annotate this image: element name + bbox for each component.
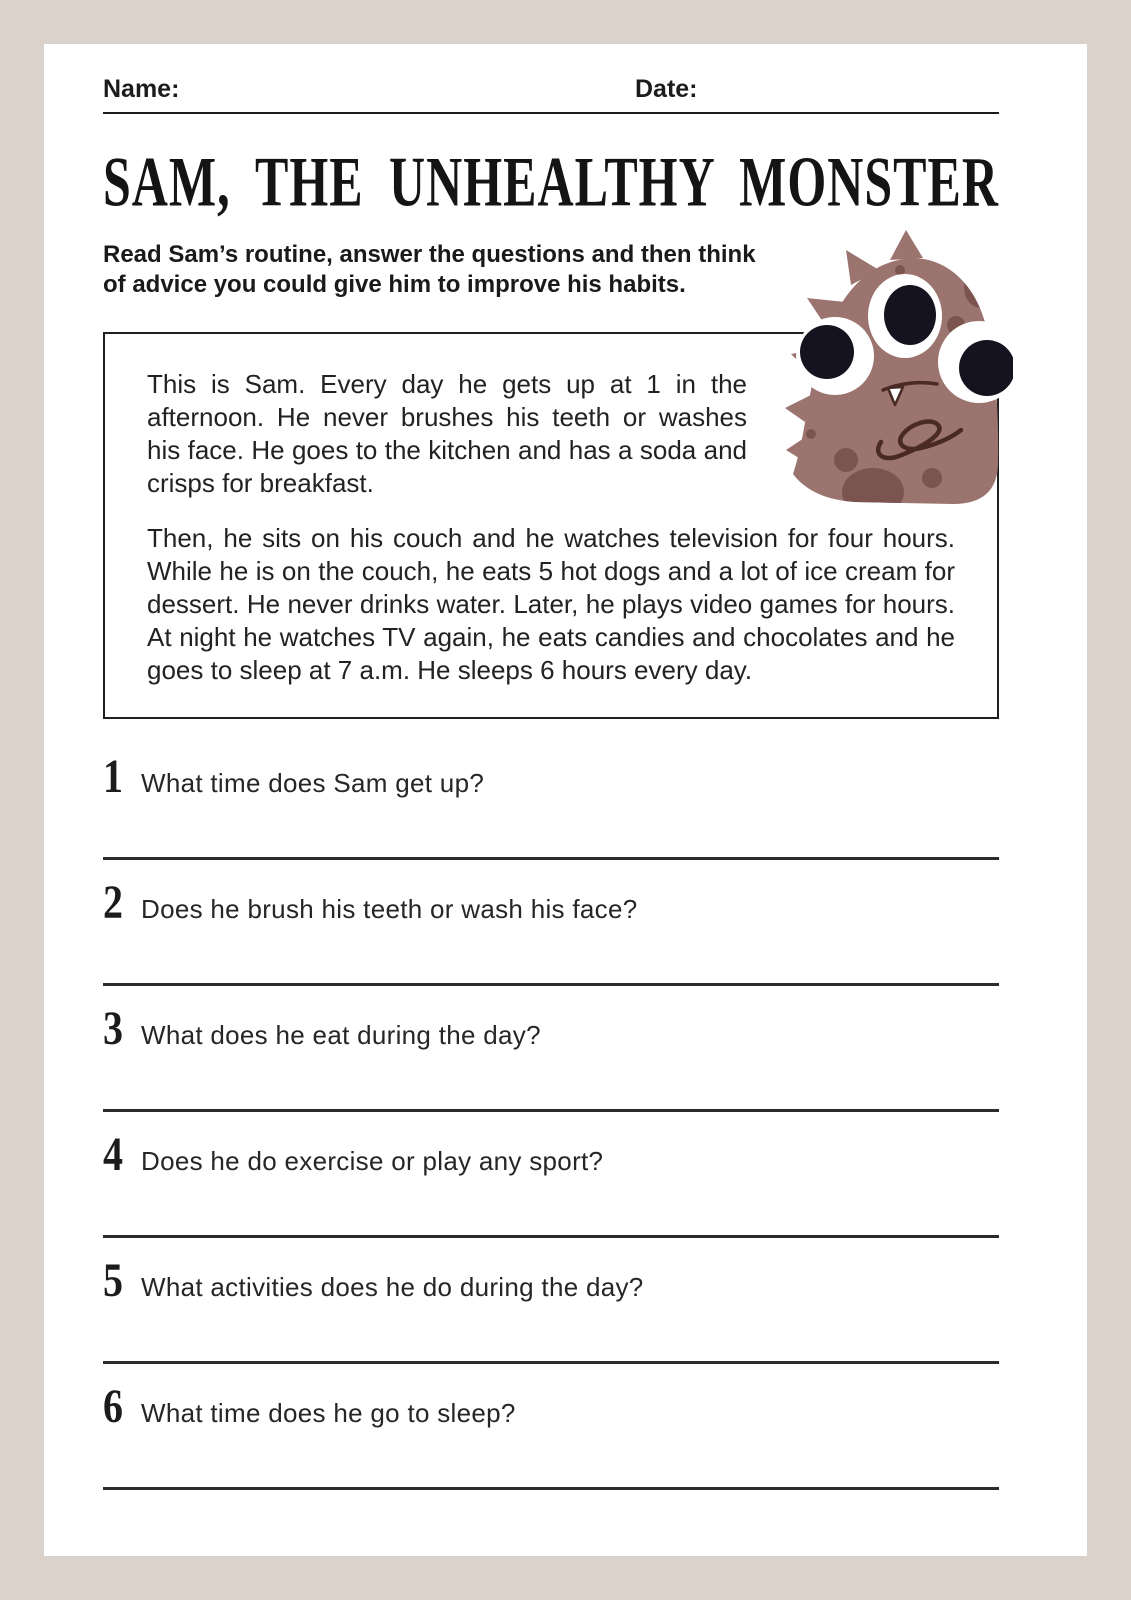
question-text: What time does Sam get up? xyxy=(141,768,485,798)
answer-line-3[interactable] xyxy=(103,1109,999,1112)
answer-line-1[interactable] xyxy=(103,857,999,860)
passage-paragraph-2: Then, he sits on his couch and he watches television for four hours. While he is on the couch, he eats 5 hot dogs and a lot of ice cream for dessert. He never drinks water. Later, he plays video games for hours. At night he watches TV again, he eats candies and chocolates and he goes to sleep at 7 a.m. He sleeps 6 hours every day. xyxy=(147,523,955,685)
monster-mouth-and-swirl xyxy=(878,383,961,458)
monster-spots xyxy=(806,265,998,508)
question-number: 4 xyxy=(103,1127,123,1181)
monster-spikes xyxy=(785,230,923,458)
worksheet-page xyxy=(44,44,1087,1556)
instructions-text: Read Sam’s routine, answer the questions and then think of advice you could give him to improve his habits. xyxy=(103,241,756,298)
date-label: Date: xyxy=(635,75,698,103)
name-date-write-line[interactable] xyxy=(103,112,999,114)
worksheet-title: SAM, THE UNHEALTHY MONSTER xyxy=(103,141,999,221)
title-wrap xyxy=(103,140,999,221)
answer-line-2[interactable] xyxy=(103,983,999,986)
question-block-5 xyxy=(103,1253,999,1364)
question-number: 2 xyxy=(103,875,123,929)
question-text: Does he do exercise or play any sport? xyxy=(141,1146,604,1176)
question-block-6 xyxy=(103,1379,999,1490)
question-number: 1 xyxy=(103,749,123,803)
monster-eyes xyxy=(796,274,1013,403)
answer-line-6[interactable] xyxy=(103,1487,999,1490)
answer-line-5[interactable] xyxy=(103,1361,999,1364)
question-number: 5 xyxy=(103,1253,123,1307)
header-row xyxy=(103,74,999,104)
question-text: What does he eat during the day? xyxy=(141,1020,541,1050)
question-block-4 xyxy=(103,1127,999,1238)
name-label: Name: xyxy=(103,75,180,103)
passage-paragraph-1: This is Sam. Every day he gets up at 1 in the afternoon. He never brushes his teeth or washes his face. He goes to the kitchen and has a soda and crisps for breakfast. xyxy=(147,369,747,498)
reading-passage-box xyxy=(103,332,999,719)
questions-section xyxy=(103,749,999,1490)
question-text: What time does he go to sleep? xyxy=(141,1398,516,1428)
question-text: Does he brush his teeth or wash his face? xyxy=(141,894,638,924)
question-block-3 xyxy=(103,1001,999,1112)
monster-illustration xyxy=(785,228,1013,508)
question-number: 3 xyxy=(103,1001,123,1055)
monster-body xyxy=(793,258,998,504)
question-block-1 xyxy=(103,749,999,860)
answer-line-4[interactable] xyxy=(103,1235,999,1238)
question-text: What activities does he do during the day? xyxy=(141,1272,644,1302)
question-block-2 xyxy=(103,875,999,986)
question-number: 6 xyxy=(103,1379,123,1433)
